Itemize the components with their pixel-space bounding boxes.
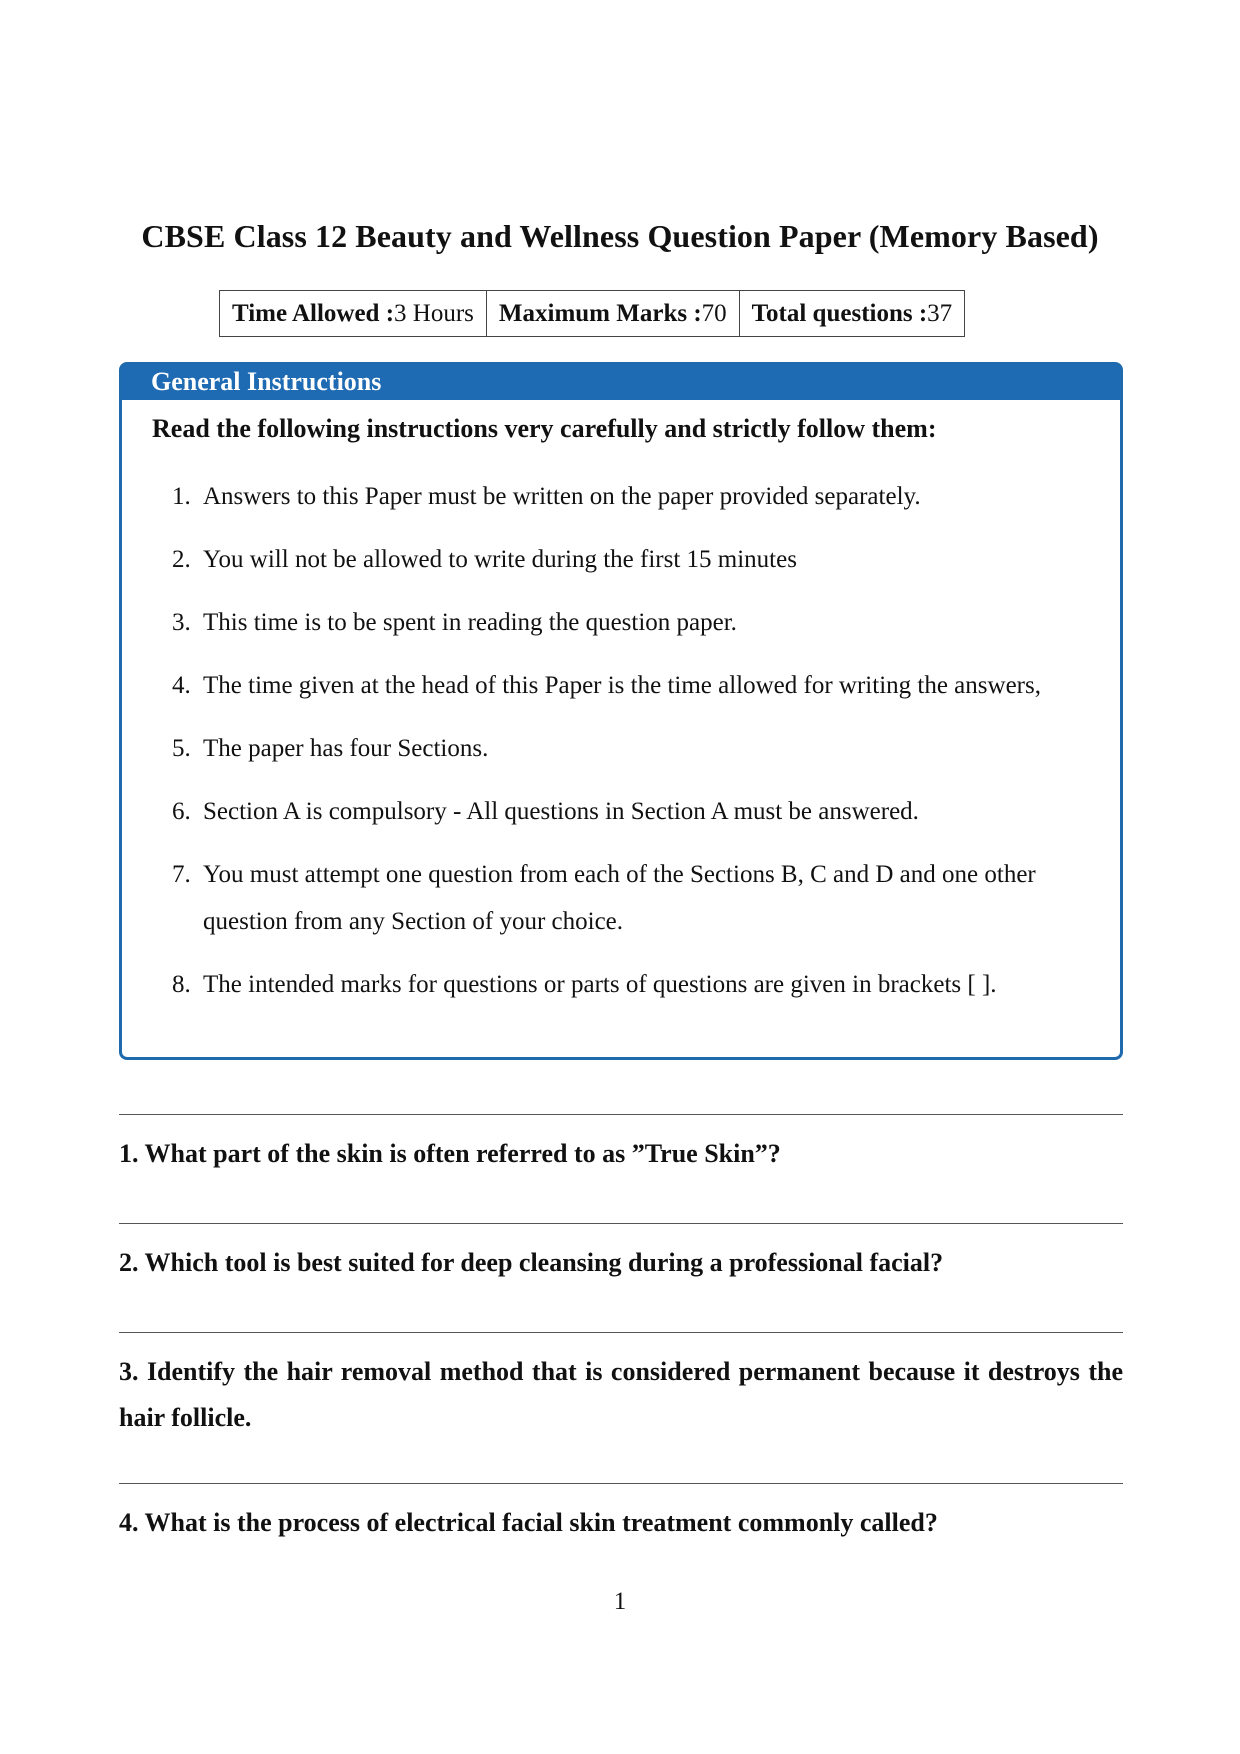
instructions-header <box>121 364 1121 400</box>
info-label: Time Allowed : <box>232 299 395 327</box>
instruction-number: 1. <box>172 483 191 510</box>
info-label: Total questions : <box>751 299 928 327</box>
instruction-text: The intended marks for questions or parts of questions are given in brackets [ ]. <box>203 971 997 998</box>
instruction-item <box>172 725 1080 772</box>
divider-rule <box>119 1114 1123 1115</box>
divider-rule <box>119 1332 1123 1333</box>
instruction-text: Answers to this Paper must be written on the paper provided separately. <box>203 483 921 510</box>
instructions-header-title: General Instructions <box>151 367 382 396</box>
instruction-number: 5. <box>172 735 191 762</box>
instruction-item <box>172 473 1080 520</box>
info-maximum-marks <box>487 291 740 336</box>
instruction-text: You will not be allowed to write during the first 15 minutes <box>203 546 797 573</box>
info-time-allowed <box>220 291 487 336</box>
document-title: CBSE Class 12 Beauty and Wellness Question Paper (Memory Based) <box>141 218 1099 254</box>
page-number: 1 <box>613 1588 627 1615</box>
instruction-text: Section A is compulsory - All questions in Section A must be answered. <box>203 798 919 825</box>
instruction-number: 6. <box>172 798 191 825</box>
question-4: 4. What is the process of electrical facial skin treatment commonly called? <box>119 1508 938 1537</box>
instruction-item <box>172 961 1080 1008</box>
info-value: 3 Hours <box>394 299 474 327</box>
divider-rule <box>119 1483 1123 1484</box>
instruction-number: 8. <box>172 971 191 998</box>
exam-info-table <box>219 290 965 337</box>
instruction-item <box>172 788 1080 835</box>
instruction-item <box>172 536 1080 583</box>
instruction-number: 4. <box>172 672 191 699</box>
info-label: Maximum Marks : <box>498 299 702 327</box>
instruction-text: The paper has four Sections. <box>203 735 489 762</box>
info-value: 70 <box>701 299 727 327</box>
instructions-lead: Read the following instructions very carefully and strictly follow them: <box>152 414 937 443</box>
question-1: 1. What part of the skin is often referred to as ”True Skin”? <box>119 1139 781 1168</box>
divider-rule <box>119 1223 1123 1224</box>
instructions-list <box>172 473 1080 1024</box>
info-total-questions <box>740 291 965 336</box>
instruction-item <box>172 662 1080 709</box>
instruction-number: 3. <box>172 609 191 636</box>
instruction-item <box>172 851 1080 945</box>
instruction-text: The time given at the head of this Paper is the time allowed for writing the answers, <box>203 672 1041 699</box>
instruction-item <box>172 599 1080 646</box>
instruction-text: You must attempt one question from each of the Sections B, C and D and one other question from any Section of your choice. <box>203 861 1036 935</box>
general-instructions-box <box>119 362 1123 1060</box>
question-2: 2. Which tool is best suited for deep cleansing during a professional facial? <box>119 1248 944 1277</box>
instruction-number: 7. <box>172 861 191 888</box>
instruction-text: This time is to be spent in reading the question paper. <box>203 609 737 636</box>
info-value: 37 <box>927 299 953 327</box>
question-3: 3. Identify the hair removal method that is considered permanent because it destroys the hair follicle. <box>119 1357 1123 1432</box>
instruction-number: 2. <box>172 546 191 573</box>
